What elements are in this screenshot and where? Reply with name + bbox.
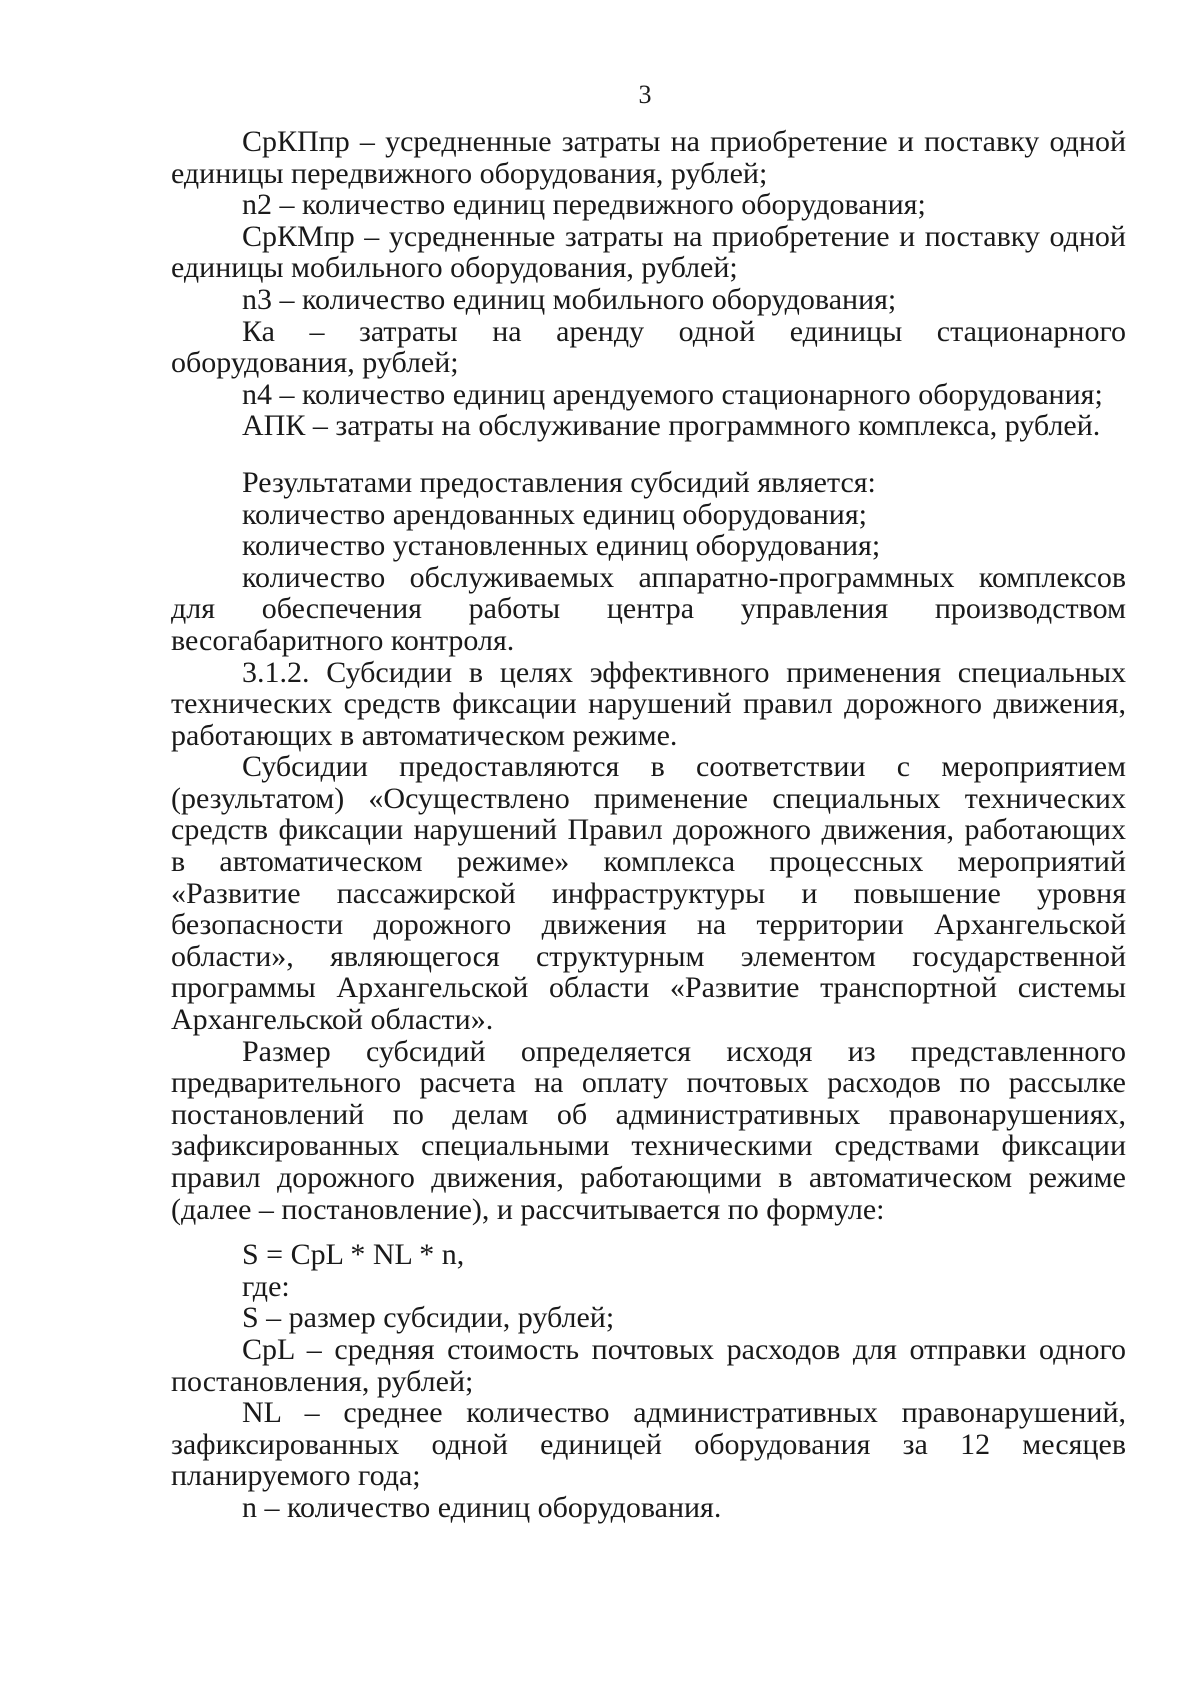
definition-srkmpr: СрКМпр – усредненные затраты на приобретение и поставку одной единицы мобильного оборудования, рублей; (171, 219, 1126, 285)
definition-ka: Ка – затраты на аренду одной единицы стационарного оборудования, рублей; (171, 314, 1126, 380)
results-heading: Результатами предоставления субсидий является: (242, 465, 876, 499)
definition-n4: n4 – количество единиц арендуемого стационарного оборудования; (242, 377, 1103, 411)
paragraph-spacer (171, 442, 1126, 467)
paragraph-spacer (171, 1225, 1126, 1239)
definition-apk: АПК – затраты на обслуживание программного комплекса, рублей. (242, 409, 1101, 443)
definition-n3: n3 – количество единиц мобильного оборудования; (242, 282, 897, 316)
definition-srkppr: СрКПпр – усредненные затраты на приобретение и поставку одной единицы передвижного оборудования, рублей; (171, 125, 1126, 190)
definition-s: S – размер субсидии, рублей; (242, 1301, 615, 1335)
definition-cpl: CpL – средняя стоимость почтовых расходов для отправки одного постановления, рублей; (171, 1332, 1126, 1398)
subsidies-provision-paragraph: Субсидии предоставляются в соответствии с мероприятием (результатом) «Осуществлено применение специальных технических средств фиксации нарушений Правил дорожного движения, работающих в автоматическом режиме» комплекса процессных мероприятий «Развитие пассажирской инфраструктуры и повышение уровня безопасности дорожного движения на территории Архангельской области», являющегося структурным элементом государственной программы Архангельской области «Развитие транспортной системы Архангельской области». (171, 750, 1126, 1037)
definition-n2: n2 – количество единиц передвижного оборудования; (242, 188, 926, 222)
section-3-1-2-heading: 3.1.2. Субсидии в целях эффективного применения специальных технических средств фиксации нарушений правил дорожного движения, работающих в автоматическом режиме. (171, 655, 1126, 752)
definition-n: n – количество единиц оборудования. (242, 1490, 722, 1524)
result-item-installed: количество установленных единиц оборудования; (242, 529, 881, 563)
formula: S = CpL * NL * n, (242, 1238, 465, 1272)
page-number: 3 (638, 80, 652, 109)
definition-nl: NL – среднее количество административных правонарушений, зафиксированных одной единицей оборудования за 12 месяцев планируемого года; (171, 1396, 1126, 1493)
document-body (171, 126, 1126, 1524)
formula-where-label: где: (242, 1269, 290, 1303)
result-item-rented: количество арендованных единиц оборудования; (242, 497, 867, 531)
subsidy-size-paragraph: Размер субсидий определяется исходя из представленного предварительного расчета на оплату почтовых расходов по рассылке постановлений по делам об административных правонарушениях, зафиксированных специальными техническими средствами фиксации правил дорожного движения, работающими в автоматическом режиме (далее – постановление), и рассчитывается по формуле: (171, 1034, 1126, 1226)
result-item-serviced: количество обслуживаемых аппаратно-программных комплексов для обеспечения работы центра управления производством весогабаритного контроля. (171, 560, 1126, 657)
